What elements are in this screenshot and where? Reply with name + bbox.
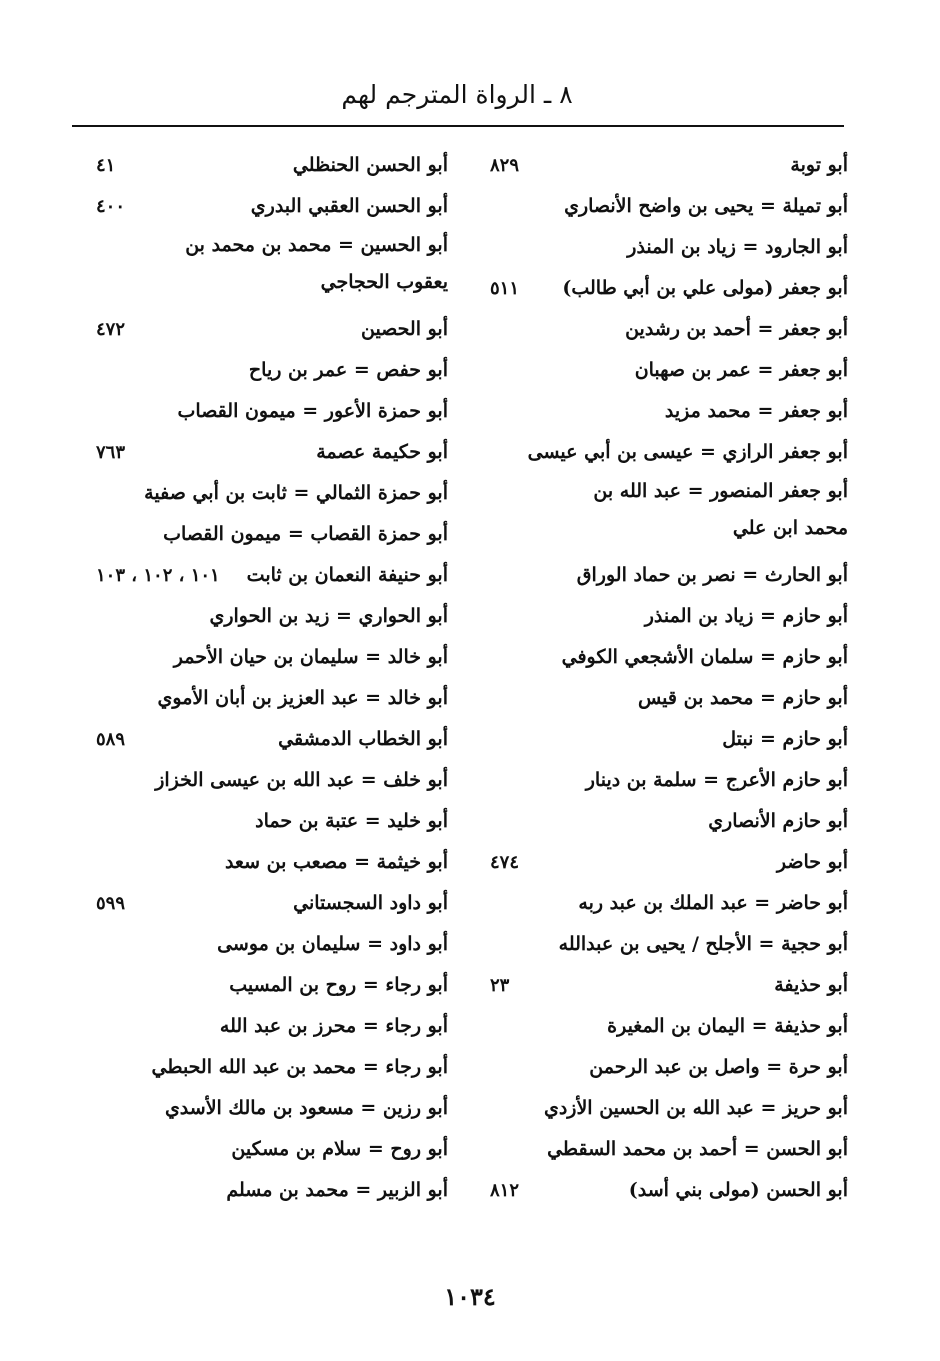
- entry-name: أبو الجارود = زياد بن المنذر: [627, 236, 848, 258]
- index-entry: [96, 760, 448, 801]
- entry-name: أبو الحصين: [360, 318, 448, 340]
- index-entry: [490, 842, 848, 883]
- index-entry: [96, 1088, 448, 1129]
- index-entry: [96, 309, 448, 350]
- index-entry: [96, 350, 448, 391]
- index-entry: [490, 1006, 848, 1047]
- entry-reference-number: ٢٣: [490, 975, 510, 996]
- index-entry: [96, 473, 448, 514]
- entry-name: أبو حازم = نبتل: [722, 728, 848, 750]
- index-entry: [490, 678, 848, 719]
- entry-name: أبو حمزة الأعور = ميمون القصاب: [177, 400, 448, 422]
- header-rule: [72, 125, 844, 127]
- entry-name: أبو الحواري = زيد بن الحواري: [209, 605, 448, 627]
- index-entry: [490, 350, 848, 391]
- entry-reference-number: ٥٩٩: [96, 893, 126, 914]
- index-entry: [96, 637, 448, 678]
- index-entry: [96, 555, 448, 596]
- index-entry: [96, 719, 448, 760]
- entry-name: أبو حازم الأعرج = سلمة بن دينار: [585, 769, 848, 791]
- index-entry: [96, 883, 448, 924]
- entry-name: أبو حرة = واصل بن عبد الرحمن: [589, 1056, 848, 1078]
- entry-name: أبو جعفر (مولى علي بن أبي طالب): [562, 277, 848, 299]
- entry-name: أبو خليد = عتبة بن حماد: [255, 810, 448, 832]
- entry-name: أبو الحسن (مولى بني أسد): [628, 1179, 848, 1201]
- entry-name: أبو جعفر الرازي = عيسى بن أبي عيسى: [527, 441, 848, 463]
- index-entry: [96, 842, 448, 883]
- entry-name: أبو حفص = عمر بن رياح: [248, 359, 448, 381]
- index-entry: [490, 186, 848, 227]
- entry-reference-number: ٧٦٣: [96, 442, 126, 463]
- index-entry: [96, 801, 448, 842]
- entry-name: أبو خلف = عبد الله بن عيسى الخزاز: [155, 769, 448, 791]
- index-entry: [490, 965, 848, 1006]
- index-entry: [96, 1129, 448, 1170]
- entry-reference-number: ٤٧٤: [490, 852, 520, 873]
- entry-name: أبو جعفر المنصور = عبد الله بن محمد ابن علي: [593, 480, 848, 539]
- index-entry: [96, 678, 448, 719]
- entry-name: أبو حجية = الأجلح / يحيى بن عبدالله: [558, 933, 848, 955]
- index-entry: [96, 432, 448, 473]
- entry-name: أبو حازم = سلمان الأشجعي الكوفي: [561, 646, 848, 668]
- index-entry: [490, 309, 848, 350]
- entry-reference-number: ٤٧٢: [96, 319, 126, 340]
- index-entry: [96, 391, 448, 432]
- entry-name: أبو حاضر: [776, 851, 848, 873]
- index-entry: [490, 473, 848, 555]
- index-entry: [490, 760, 848, 801]
- index-entry: [96, 965, 448, 1006]
- entry-name: أبو حاضر = عبد الملك بن عبد ربه: [578, 892, 848, 914]
- entry-name: أبو جعفر = محمد مزيد: [664, 400, 848, 422]
- index-entry: [490, 145, 848, 186]
- entry-reference-number: ٤١: [96, 155, 116, 176]
- entry-name: أبو الحارث = نصر بن حماد الوراق: [576, 564, 848, 586]
- left-column: [96, 145, 448, 1211]
- entry-reference-number: ٤٠٠: [96, 196, 126, 217]
- entry-name: أبو الحسن العقبي البدري: [250, 195, 448, 217]
- entry-name: أبو رجاء = محمد بن عبد الله الحبطي: [151, 1056, 448, 1078]
- entry-name: أبو داود السجستاني: [293, 892, 448, 914]
- entry-reference-number: ٨٢٩: [490, 155, 520, 176]
- index-entry: [490, 1170, 848, 1211]
- index-entry: [490, 227, 848, 268]
- entry-name: أبو رجاء = محرز بن عبد الله: [219, 1015, 448, 1037]
- index-entry: [96, 186, 448, 227]
- entry-name: أبو خيثمة = مصعب بن سعد: [224, 851, 448, 873]
- entry-name: أبو حريز = عبد الله بن الحسين الأزدي: [543, 1097, 848, 1119]
- page-header: ٨ ـ الرواة المترجم لهم: [341, 80, 573, 109]
- entry-name: أبو الزبير = محمد بن مسلم: [226, 1179, 448, 1201]
- index-entry: [490, 924, 848, 965]
- entry-name: أبو الحسن = أحمد بن محمد السقطي: [547, 1138, 848, 1160]
- entry-name: أبو توبة: [790, 154, 848, 176]
- entry-reference-number: ١٠١ ، ١٠٢ ، ١٠٣: [96, 565, 220, 586]
- entry-name: أبو تميلة = يحيى بن واضح الأنصاري: [564, 195, 848, 217]
- entry-name: أبو رزين = مسعود بن مالك الأسدي: [164, 1097, 448, 1119]
- entry-name: أبو حمزة القصاب = ميمون القصاب: [163, 523, 448, 545]
- entry-name: أبو حازم = محمد بن قيس: [637, 687, 848, 709]
- index-entry: [490, 596, 848, 637]
- entry-name: أبو جعفر = أحمد بن رشدين: [625, 318, 848, 340]
- index-entry: [490, 719, 848, 760]
- index-entry: [96, 596, 448, 637]
- index-entry: [490, 1088, 848, 1129]
- entry-reference-number: ٥١١: [490, 278, 520, 299]
- index-entry: [96, 1170, 448, 1211]
- index-entry: [96, 1047, 448, 1088]
- index-entry: [96, 145, 448, 186]
- entry-name: أبو خالد = سليمان بن حيان الأحمر: [173, 646, 448, 668]
- entry-name: أبو الحسن الحنظلي: [292, 154, 448, 176]
- index-entry: [490, 268, 848, 309]
- index-entry: [96, 514, 448, 555]
- entry-name: أبو حكيمة عصمة: [316, 441, 448, 463]
- entry-name: أبو حازم = زياد بن المنذر: [644, 605, 848, 627]
- index-entry: [490, 432, 848, 473]
- index-entry: [96, 227, 448, 309]
- entry-name: أبو الحسين = محمد بن محمد بن يعقوب الحجاجي: [185, 234, 448, 293]
- index-entry: [96, 924, 448, 965]
- index-entry: [490, 883, 848, 924]
- index-entry: [490, 1129, 848, 1170]
- entry-name: أبو خالد = عبد العزيز بن أبان الأموي: [157, 687, 448, 709]
- entry-name: أبو حذيفة = اليمان بن المغيرة: [607, 1015, 848, 1037]
- index-entry: [96, 1006, 448, 1047]
- entry-name: أبو داود = سليمان بن موسى: [217, 933, 448, 955]
- page-number: ١٠٣٤: [444, 1282, 496, 1311]
- entry-reference-number: ٥٨٩: [96, 729, 126, 750]
- index-entry: [490, 555, 848, 596]
- entry-name: أبو جعفر = عمر بن صهبان: [634, 359, 848, 381]
- right-column: [490, 145, 848, 1211]
- entry-name: أبو الخطاب الدمشقي: [278, 728, 448, 750]
- index-entry: [490, 1047, 848, 1088]
- entry-name: أبو حازم الأنصاري: [708, 810, 848, 832]
- index-entry: [490, 391, 848, 432]
- index-entry: [490, 637, 848, 678]
- entry-name: أبو رجاء = روح بن المسيب: [229, 974, 448, 996]
- entry-name: أبو حمزة الثمالي = ثابت بن أبي صفية: [144, 482, 448, 504]
- entry-name: أبو حنيفة النعمان بن ثابت: [246, 564, 448, 586]
- entry-reference-number: ٨١٢: [490, 1180, 520, 1201]
- index-entry: [490, 801, 848, 842]
- entry-name: أبو حذيفة: [774, 974, 848, 996]
- entry-name: أبو روح = سلام بن مسكين: [231, 1138, 448, 1160]
